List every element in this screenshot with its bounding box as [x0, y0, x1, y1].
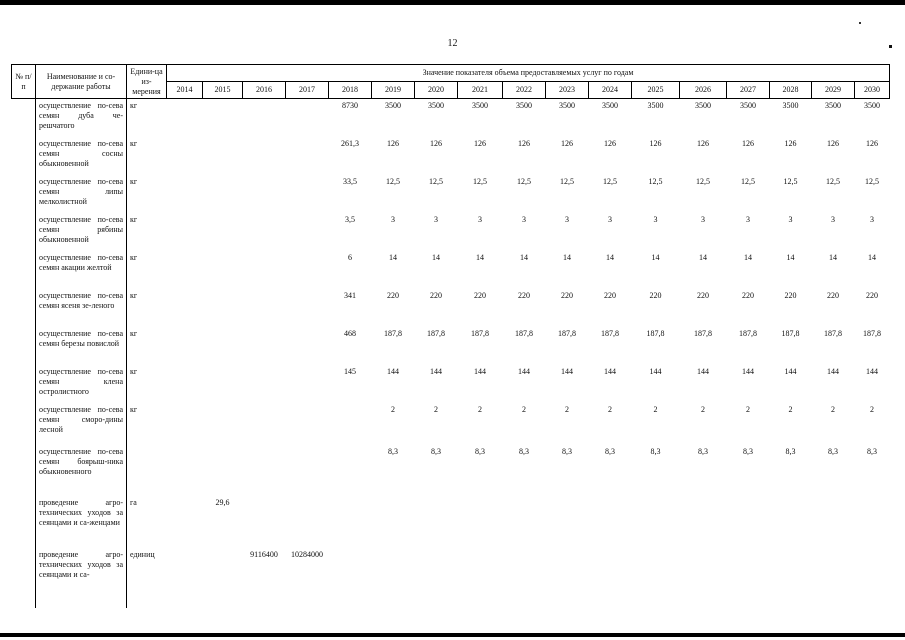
year-value-cell — [243, 251, 286, 289]
year-value-cell: 12,5 — [603, 176, 617, 186]
year-value-cell: 3500 — [602, 101, 618, 110]
year-value-cell: 8,3 — [828, 446, 838, 456]
year-value-cell: 12,5 — [560, 176, 574, 186]
table-row — [12, 99, 890, 137]
year-header-cell: 2027 — [727, 82, 770, 99]
header-number: № п/п — [12, 65, 36, 99]
year-value-cell: 3500 — [647, 101, 664, 110]
row-number-cell — [12, 213, 36, 251]
year-value-cell — [286, 496, 329, 548]
year-value-cell — [770, 496, 812, 548]
year-value-cell: 2 — [608, 404, 612, 414]
year-value-cell: 2 — [701, 404, 705, 414]
year-value-cell: 2 — [831, 404, 835, 414]
work-name-cell: осуществление по-сева семян сморо-дины лесной — [36, 403, 127, 445]
year-value-cell: 3500 — [559, 101, 575, 110]
year-value-cell: 3 — [701, 214, 705, 224]
year-value-cell: 12,5 — [865, 176, 879, 186]
year-header-cell: 2028 — [770, 82, 812, 99]
year-value-cell — [286, 251, 329, 289]
year-value-cell — [167, 289, 203, 327]
year-value-cell: 220 — [827, 290, 839, 300]
year-header-cell: 2017 — [286, 82, 329, 99]
year-value-cell: 220 — [430, 290, 442, 300]
year-value-cell — [503, 496, 546, 548]
year-value-cell: 145 — [344, 366, 356, 376]
year-value-cell — [812, 496, 855, 548]
year-value-cell: 220 — [387, 290, 399, 300]
year-value-cell: 187,8 — [694, 328, 712, 338]
row-number-cell — [12, 137, 36, 175]
table-row — [12, 175, 890, 213]
year-value-cell — [286, 365, 329, 403]
year-value-cell: 3 — [831, 214, 835, 224]
year-value-cell — [770, 548, 812, 608]
year-value-cell — [243, 365, 286, 403]
year-value-cell: 12,5 — [429, 176, 443, 186]
year-value-cell: 144 — [518, 366, 530, 376]
year-value-cell: 3500 — [782, 101, 799, 110]
year-value-cell — [589, 496, 632, 548]
year-value-cell: 3 — [870, 214, 874, 224]
work-name-cell: осуществление по-сева семян рябины обыкновенной — [36, 213, 127, 251]
year-value-cell: 8,3 — [743, 446, 753, 456]
year-value-cell — [329, 403, 372, 445]
unit-cell: кг — [130, 290, 138, 300]
year-value-cell: 187,8 — [558, 328, 576, 338]
year-value-cell: 12,5 — [648, 176, 663, 186]
year-value-cell: 29,6 — [215, 497, 230, 507]
year-value-cell: 144 — [697, 366, 709, 376]
year-value-cell — [329, 548, 372, 608]
year-header-cell: 2030 — [855, 82, 890, 99]
table-row — [12, 289, 890, 327]
year-value-cell: 220 — [742, 290, 754, 300]
year-value-cell: 3 — [788, 214, 793, 224]
year-value-cell: 144 — [474, 366, 486, 376]
unit-cell: кг — [130, 176, 138, 186]
year-value-cell: 187,8 — [427, 328, 445, 338]
year-value-cell: 3 — [746, 214, 750, 224]
year-value-cell — [167, 327, 203, 365]
year-header-cell: 2026 — [680, 82, 727, 99]
year-value-cell — [203, 445, 243, 496]
row-number-cell — [12, 365, 36, 403]
year-value-cell — [458, 496, 503, 548]
year-value-cell — [329, 496, 372, 548]
year-value-cell: 9116400 — [250, 549, 278, 559]
year-value-cell — [167, 213, 203, 251]
year-value-cell — [855, 548, 890, 608]
year-value-cell: 3 — [565, 214, 569, 224]
year-value-cell: 6 — [348, 252, 352, 262]
year-value-cell: 14 — [786, 252, 795, 262]
year-value-cell — [203, 403, 243, 445]
year-value-cell — [632, 496, 680, 548]
year-value-cell — [286, 213, 329, 251]
year-value-cell: 126 — [827, 138, 839, 148]
work-name-cell: осуществление по-сева семян березы повислой — [36, 327, 127, 365]
year-value-cell: 12,5 — [826, 176, 840, 186]
year-value-cell: 187,8 — [471, 328, 489, 338]
year-value-cell: 3500 — [385, 101, 401, 110]
year-value-cell — [286, 175, 329, 213]
year-header-cell: 2019 — [372, 82, 415, 99]
year-value-cell: 3 — [653, 214, 658, 224]
year-value-cell — [203, 175, 243, 213]
scan-speck — [859, 22, 861, 24]
year-value-cell — [167, 137, 203, 175]
year-value-cell: 3 — [478, 214, 482, 224]
year-value-cell — [243, 289, 286, 327]
year-value-cell: 10284000 — [291, 549, 323, 559]
unit-cell: га — [130, 497, 137, 507]
table-row — [12, 403, 890, 445]
year-value-cell — [167, 99, 203, 137]
year-value-cell: 126 — [474, 138, 486, 148]
row-number-cell — [12, 445, 36, 496]
year-value-cell: 14 — [606, 252, 614, 262]
year-value-cell: 2 — [746, 404, 750, 414]
year-value-cell: 126 — [387, 138, 399, 148]
year-value-cell: 8730 — [342, 101, 358, 110]
year-value-cell — [458, 548, 503, 608]
unit-cell: кг — [130, 328, 138, 338]
year-value-cell: 14 — [563, 252, 571, 262]
year-value-cell: 12,5 — [696, 176, 710, 186]
year-header-cell: 2022 — [503, 82, 546, 99]
year-value-cell: 14 — [520, 252, 528, 262]
year-value-cell: 220 — [561, 290, 573, 300]
header-unit: Едини-ца из-мерения — [127, 65, 167, 99]
unit-cell: кг — [130, 214, 138, 224]
year-value-cell: 3500 — [472, 101, 488, 110]
year-value-cell: 126 — [430, 138, 442, 148]
year-value-cell: 3 — [608, 214, 612, 224]
year-value-cell — [589, 548, 632, 608]
year-value-cell — [286, 445, 329, 496]
table-row — [12, 251, 890, 289]
year-value-cell: 3500 — [864, 101, 880, 110]
year-value-cell: 8,3 — [785, 446, 796, 456]
year-value-cell — [727, 496, 770, 548]
year-value-cell: 126 — [518, 138, 530, 148]
work-name-cell: осуществление по-сева семян боярыш-ника обыкновенного — [36, 445, 127, 496]
year-value-cell — [167, 445, 203, 496]
row-number-cell — [12, 327, 36, 365]
year-value-cell: 126 — [866, 138, 878, 148]
unit-cell: кг — [130, 252, 138, 262]
year-value-cell: 8,3 — [475, 446, 485, 456]
year-value-cell — [415, 496, 458, 548]
year-value-cell — [503, 548, 546, 608]
unit-cell: кг — [130, 138, 138, 148]
year-value-cell: 2 — [788, 404, 793, 414]
year-value-cell — [243, 403, 286, 445]
year-value-cell: 2 — [391, 404, 395, 414]
year-value-cell: 187,8 — [646, 328, 665, 338]
year-value-cell — [546, 548, 589, 608]
year-value-cell: 144 — [649, 366, 662, 376]
year-header-cell: 2020 — [415, 82, 458, 99]
work-name-cell: осуществление по-сева семян липы мелколистной — [36, 175, 127, 213]
year-value-cell: 8,3 — [388, 446, 398, 456]
year-value-cell: 187,8 — [384, 328, 402, 338]
table-row — [12, 327, 890, 365]
header-work-name: Наименование и со-держание работы — [36, 65, 127, 99]
year-value-cell — [243, 445, 286, 496]
year-value-cell — [167, 365, 203, 403]
header-values-by-year: Значение показателя объема предоставляемых услуг по годам — [167, 65, 890, 82]
work-name-cell: осуществление по-сева семян дуба че-решчатого — [36, 99, 127, 137]
year-value-cell — [727, 548, 770, 608]
year-value-cell — [243, 496, 286, 548]
row-number-cell — [12, 175, 36, 213]
table-row — [12, 365, 890, 403]
row-number-cell — [12, 548, 36, 608]
year-value-cell: 126 — [561, 138, 573, 148]
year-value-cell: 220 — [474, 290, 486, 300]
year-value-cell — [329, 445, 372, 496]
year-value-cell: 126 — [604, 138, 616, 148]
year-value-cell — [372, 548, 415, 608]
year-header-cell: 2023 — [546, 82, 589, 99]
year-header-cell: 2018 — [329, 82, 372, 99]
year-value-cell: 126 — [742, 138, 754, 148]
year-value-cell: 2 — [565, 404, 569, 414]
table-row — [12, 445, 890, 496]
year-value-cell: 144 — [866, 366, 878, 376]
year-value-cell — [203, 289, 243, 327]
year-value-cell: 8,3 — [519, 446, 529, 456]
year-value-cell — [203, 99, 243, 137]
year-value-cell: 187,8 — [824, 328, 842, 338]
year-value-cell — [203, 213, 243, 251]
year-value-cell: 220 — [866, 290, 878, 300]
work-name-cell: проведение агро-технических уходов за сеянцами и са- — [36, 548, 127, 608]
year-value-cell: 126 — [697, 138, 709, 148]
work-name-cell: осуществление по-сева семян ясеня зе-леного — [36, 289, 127, 327]
year-value-cell — [203, 548, 243, 608]
year-value-cell: 3 — [434, 214, 438, 224]
year-header-cell: 2029 — [812, 82, 855, 99]
year-value-cell: 468 — [344, 328, 356, 338]
year-value-cell: 3500 — [695, 101, 711, 110]
year-value-cell — [286, 289, 329, 327]
year-value-cell: 3 — [391, 214, 395, 224]
year-value-cell: 14 — [829, 252, 837, 262]
row-number-cell — [12, 251, 36, 289]
top-border-bar — [0, 0, 905, 5]
unit-cell — [127, 445, 167, 496]
year-value-cell: 187,8 — [781, 328, 800, 338]
year-value-cell: 220 — [697, 290, 709, 300]
year-value-cell: 341 — [344, 290, 356, 300]
year-value-cell: 2 — [522, 404, 526, 414]
year-value-cell — [286, 137, 329, 175]
year-value-cell: 33,5 — [343, 176, 357, 186]
year-value-cell: 8,3 — [431, 446, 441, 456]
year-value-cell: 144 — [430, 366, 442, 376]
year-value-cell: 144 — [742, 366, 754, 376]
year-value-cell: 3500 — [428, 101, 444, 110]
year-value-cell: 12,5 — [517, 176, 531, 186]
page-number: 12 — [447, 38, 458, 49]
year-value-cell: 3500 — [516, 101, 532, 110]
year-value-cell: 3 — [522, 214, 526, 224]
year-value-cell: 187,8 — [739, 328, 757, 338]
work-name-cell: осуществление по-сева семян клена остролистного — [36, 365, 127, 403]
services-volume-table — [11, 64, 890, 608]
year-value-cell: 14 — [868, 252, 876, 262]
unit-cell: единиц — [130, 549, 155, 559]
year-value-cell — [167, 251, 203, 289]
year-value-cell — [243, 137, 286, 175]
year-header-cell: 2024 — [589, 82, 632, 99]
year-value-cell — [167, 548, 203, 608]
year-value-cell: 12,5 — [386, 176, 400, 186]
year-header-cell: 2025 — [632, 82, 680, 99]
year-value-cell: 8,3 — [867, 446, 877, 456]
year-value-cell: 261,3 — [341, 138, 359, 148]
year-header-cell: 2016 — [243, 82, 286, 99]
table-header-row — [12, 65, 890, 82]
year-value-cell — [680, 548, 727, 608]
year-value-cell: 3500 — [740, 101, 756, 110]
year-value-cell — [243, 327, 286, 365]
year-value-cell — [372, 496, 415, 548]
work-name-cell: осуществление по-сева семян сосны обыкновенной — [36, 137, 127, 175]
year-value-cell: 3,5 — [345, 214, 355, 224]
table-row — [12, 213, 890, 251]
year-value-cell — [546, 496, 589, 548]
year-value-cell: 12,5 — [783, 176, 798, 186]
table-row — [12, 496, 890, 548]
year-value-cell — [203, 251, 243, 289]
year-value-cell: 3500 — [825, 101, 841, 110]
year-value-cell — [855, 496, 890, 548]
year-value-cell — [167, 175, 203, 213]
year-value-cell: 144 — [827, 366, 839, 376]
unit-cell: кг — [130, 366, 138, 376]
work-name-cell: проведение агро-технических уходов за сеянцами и са-женцами — [36, 496, 127, 548]
year-value-cell: 220 — [784, 290, 797, 300]
year-value-cell: 144 — [784, 366, 797, 376]
year-value-cell: 126 — [784, 138, 797, 148]
year-value-cell: 2 — [478, 404, 482, 414]
year-value-cell — [243, 99, 286, 137]
year-value-cell: 12,5 — [473, 176, 487, 186]
year-value-cell — [203, 365, 243, 403]
year-header-cell: 2015 — [203, 82, 243, 99]
year-value-cell: 144 — [561, 366, 573, 376]
year-value-cell: 14 — [651, 252, 660, 262]
year-value-cell: 2 — [653, 404, 658, 414]
year-value-cell: 187,8 — [515, 328, 533, 338]
year-value-cell: 14 — [432, 252, 440, 262]
work-name-cell: осуществление по-сева семян акации желтой — [36, 251, 127, 289]
year-value-cell: 220 — [604, 290, 616, 300]
year-value-cell — [286, 99, 329, 137]
year-value-cell: 12,5 — [741, 176, 755, 186]
year-value-cell — [812, 548, 855, 608]
year-value-cell: 220 — [518, 290, 530, 300]
year-value-cell: 187,8 — [863, 328, 881, 338]
year-value-cell: 14 — [699, 252, 707, 262]
year-value-cell: 144 — [387, 366, 399, 376]
year-value-cell — [286, 327, 329, 365]
year-value-cell: 14 — [476, 252, 484, 262]
year-value-cell — [203, 327, 243, 365]
year-value-cell: 8,3 — [650, 446, 661, 456]
year-value-cell — [680, 496, 727, 548]
year-value-cell: 8,3 — [605, 446, 615, 456]
unit-cell: кг — [130, 101, 138, 110]
year-value-cell — [167, 496, 203, 548]
year-value-cell: 144 — [604, 366, 616, 376]
year-header-cell: 2014 — [167, 82, 203, 99]
year-value-cell — [632, 548, 680, 608]
year-value-cell: 14 — [389, 252, 397, 262]
row-number-cell — [12, 99, 36, 137]
year-value-cell: 2 — [870, 404, 874, 414]
year-value-cell — [167, 403, 203, 445]
year-value-cell: 2 — [434, 404, 438, 414]
year-value-cell — [243, 213, 286, 251]
year-value-cell: 220 — [649, 290, 662, 300]
year-value-cell: 126 — [649, 138, 662, 148]
bottom-border-bar — [0, 633, 905, 637]
year-value-cell: 187,8 — [601, 328, 619, 338]
row-number-cell — [12, 496, 36, 548]
unit-cell: кг — [130, 404, 138, 414]
year-value-cell — [286, 403, 329, 445]
year-value-cell: 14 — [744, 252, 752, 262]
row-number-cell — [12, 403, 36, 445]
row-number-cell — [12, 289, 36, 327]
year-header-cell: 2021 — [458, 82, 503, 99]
year-value-cell: 8,3 — [698, 446, 708, 456]
table-row — [12, 137, 890, 175]
year-value-cell: 8,3 — [562, 446, 572, 456]
year-value-cell — [415, 548, 458, 608]
table-row — [12, 548, 890, 608]
year-value-cell — [203, 137, 243, 175]
year-value-cell — [243, 175, 286, 213]
